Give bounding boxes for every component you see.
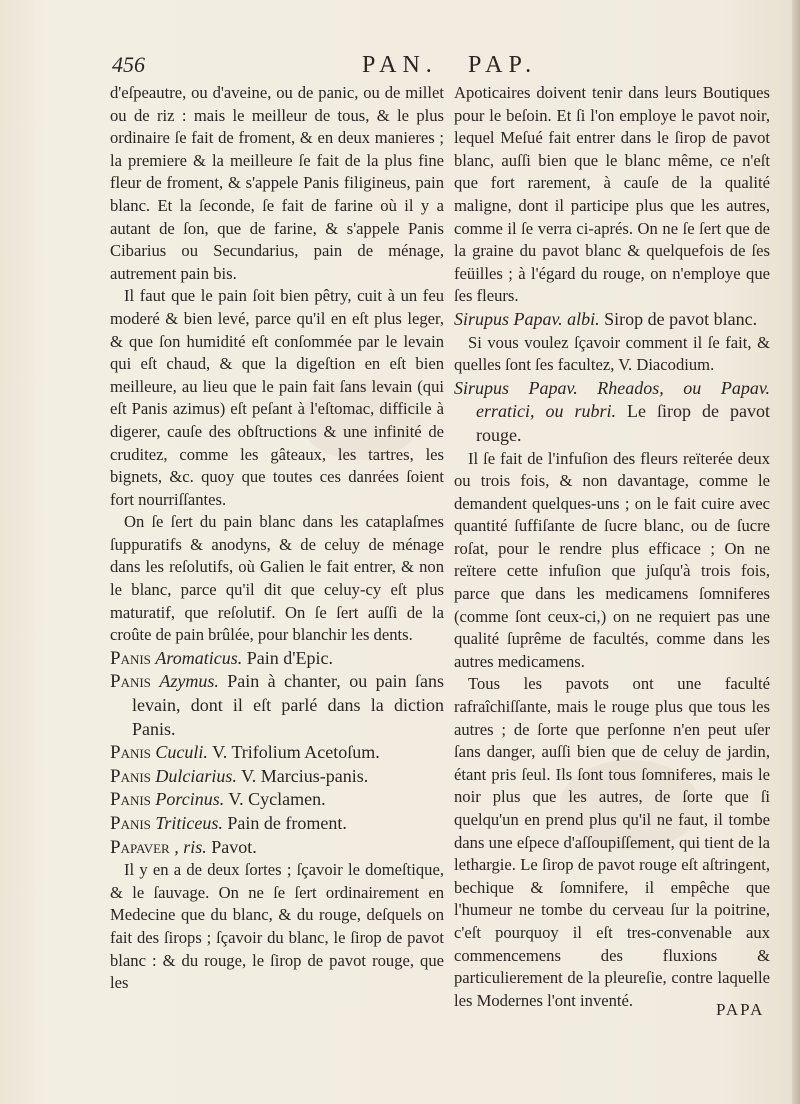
entry-headword: Panis <box>110 742 151 764</box>
body-paragraph: Il faut que le pain ſoit bien pêtry, cuit à un feu moderé & bien levé, parce qu'il en eſt plus leger, & que ſon humidité eſt conſommée par le levain qui eſt chaud, & que la digeſtion en eſt bien meilleure, au lieu que le pain fait ſans levain (qui eſt Panis azimus) eſt peſant à l'eſtomac, difficile à digerer, cauſe des obſtructions & une infinité de cruditez, comme les gâteaux, les tartres, les bignets, &c. quoy que toutes ces danrées ſoient fort nourriſſantes. <box>110 286 444 509</box>
entry-headword: Panis <box>110 671 151 693</box>
body-paragraph: d'eſpeautre, ou d'aveine, ou de panic, ou de millet ou de riz : mais le meilleur de tous, & le plus ordinaire ſe fait de froment, & en deux manieres ; la premiere & la meilleure ſe fait de la plus fine fleur de froment, & s'appele Panis filigineus, pain blanc. Et la ſeconde, ſe fait de farine où il y a autant de ſon, que de farine, & s'appele Panis Cibarius ou Secundarius, pain de ménage, autrement pain bis. <box>110 83 444 283</box>
body-paragraph: On ſe ſert du pain blanc dans les cataplaſmes ſuppuratifs & anodyns, & de celuy de ménage dans les reſolutifs, où Galien le fait entrer, & non le blanc, parce qu'il dit que celuy-cy eſt plus maturatif, que reſolutif. On ſe ſert auſſi de la croûte de pain brûlée, pour blanchir les dents. <box>110 512 444 645</box>
entry-french-gloss: V. Marcius-panis. <box>241 765 369 786</box>
dictionary-entry <box>110 765 444 789</box>
dictionary-entry <box>110 670 444 741</box>
body-paragraph: Si vous voulez ſçavoir comment il ſe fait, & quelles ſont ſes facultez, V. Diacodium. <box>454 332 770 375</box>
dictionary-entry <box>110 647 444 671</box>
entry-french-gloss: Le ſirop de pavot rouge. <box>476 401 770 445</box>
entry-french-gloss: Pain de froment. <box>227 813 347 833</box>
entry-french-gloss: Pain à chanter, ou pain ſans levain, dont il eſt parlé dans la diction Panis. <box>132 671 445 739</box>
running-head-left: PAN. <box>362 52 438 78</box>
page-edge-shadow <box>792 0 800 1104</box>
entry-headword: Panis <box>110 813 151 834</box>
entry-latin-term: Sirupus Papav. albi. <box>454 308 600 329</box>
entry-latin-term: Sirupus Papav. Rheados, ou Papav. erratici, ou rubri. <box>454 377 770 422</box>
entry-french-gloss: V. Cyclamen. <box>228 789 326 810</box>
dictionary-entry <box>110 788 444 812</box>
running-head-right: PAP. <box>468 52 538 78</box>
dictionary-entry <box>110 812 444 836</box>
entry-latin-term: Cuculi. <box>155 742 208 763</box>
entry-french-gloss: V. Trifolium Acetoſum. <box>212 742 380 763</box>
entry-latin-term: Azymus. <box>159 671 219 692</box>
left-column <box>110 82 444 995</box>
body-paragraph: Il y en a de deux ſortes ; ſçavoir le domeſtique, & le ſauvage. On ne ſe ſert ordinairement en Medecine que du blanc, & du rouge, deſquels on fait des ſirops ; ſçavoir du blanc, le ſirop de pavot blanc : & du rouge, le ſirop de pavot rouge, que les <box>110 860 444 993</box>
entry-headword: Panis <box>110 647 151 669</box>
body-paragraph: Tous les pavots ont une faculté rafraîchiſſante, mais le rouge plus que tous les autres ; de ſorte que perſonne n'en peut uſer ſans danger, auſſi bien que de celuy de jardin, étant pris ſeul. Ils ſont tous ſomniferes, mais le noir plus que les autres, de ſorte que ſi quelqu'un en prend plus qu'il ne faut, il tombe dans une eſpece d'aſſoupiſſement, qui tient de la lethargie. Le ſirop de pavot rouge eſt aſtringent, bechique & ſomnifere, il empêche que l'humeur ne tombe du cerveau ſur la poitrine, c'eſt pourquoy il eſt tres-convenable aux commencemens des fluxions & particulierement de la pleureſie, contre laquelle les Modernes l'ont inventé. <box>454 674 770 1010</box>
entry-headword: Panis <box>110 765 151 787</box>
running-header <box>112 52 772 86</box>
entry-latin-term: Aromaticus. <box>155 647 243 668</box>
entry-latin-term: , ris. <box>174 836 207 857</box>
page-number: 456 <box>112 52 145 77</box>
body-paragraph: Il ſe fait de l'infuſion des fleurs reïterée deux ou trois fois, & non davantage, comme le demandent quelques-uns ; on le fait cuire avec quantité ſuffiſante de ſucre blanc, ou de ſucre roſat, pour le rendre plus efficace ; On ne reïtere cette infuſion que juſqu'à trois fois, parce que dans les medicamens ſomniferes (comme ſont ceux-ci,) on ne requiert pas une qualité ſuprême de facultés, comme dans les autres medicamens. <box>454 448 770 671</box>
dictionary-entry <box>454 308 770 332</box>
entry-french-gloss: Pavot. <box>211 836 257 857</box>
entry-latin-term: Porcinus. <box>155 789 225 810</box>
dictionary-entry <box>110 836 444 860</box>
entry-french-gloss: Sirop de pavot blanc. <box>604 308 758 329</box>
dictionary-entry <box>454 377 770 448</box>
entry-latin-term: Triticeus. <box>155 813 223 833</box>
dictionary-entry <box>110 741 444 765</box>
catchword: PAPA <box>716 1000 765 1019</box>
entry-french-gloss: Pain d'Epic. <box>246 647 333 668</box>
entry-headword: Panis <box>110 789 151 811</box>
right-column <box>454 82 770 1012</box>
entry-headword: Papaver <box>110 836 170 858</box>
entry-latin-term: Dulciarius. <box>155 765 237 786</box>
body-paragraph: Apoticaires doivent tenir dans leurs Boutiques pour le beſoin. Et ſi l'on employe le pavot noir, lequel Meſué fait entrer dans le ſirop de pavot blanc, auſſi bien que le blanc même, ce n'eſt que fort rarement, à cauſe de la qualité maligne, dont il participe plus que les autres, comme il ſe verra ci-aprés. On ne ſe ſert que de la graine du pavot blanc & quelquefois de ſes feüilles ; à l'égard du rouge, on n'employe que ſes fleurs. <box>454 83 770 306</box>
